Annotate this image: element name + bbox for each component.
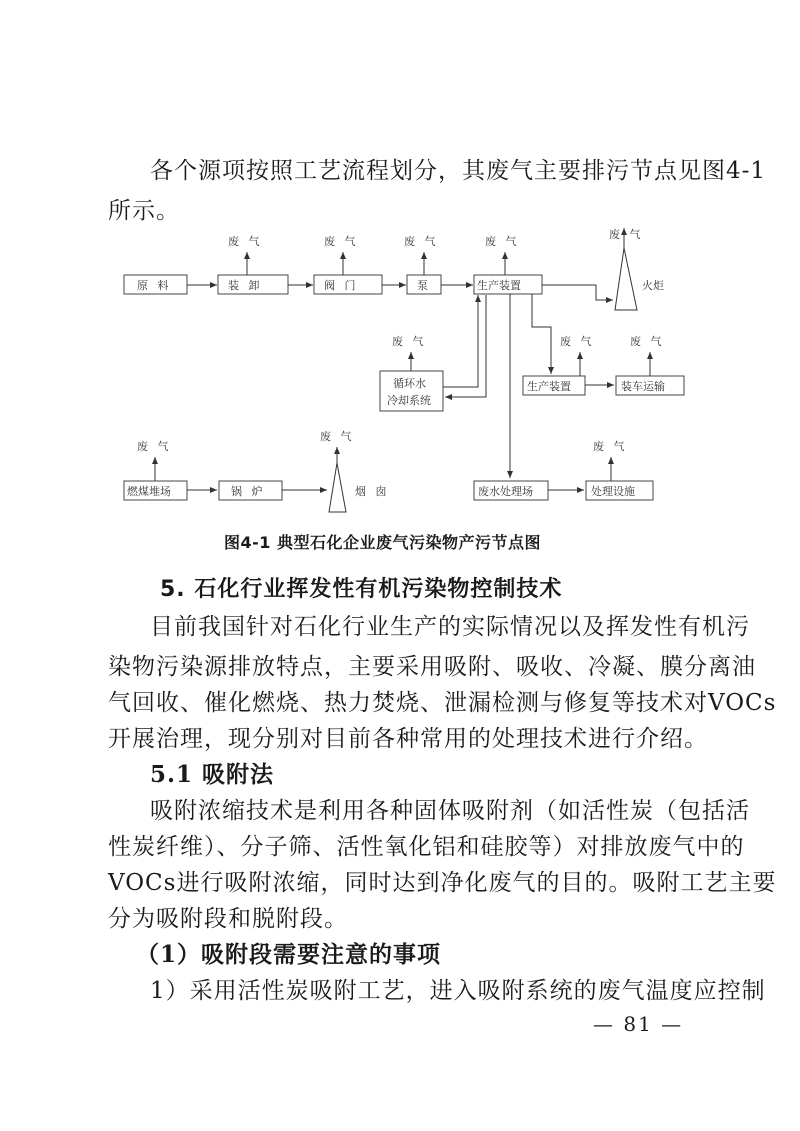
- node-coal-yard-label: 燃煤堆场: [127, 485, 171, 498]
- section-5-para-line-4: 开展治理，现分别对目前各种常用的处理技术进行介绍。: [108, 726, 708, 752]
- node-loading-label: 装车运输: [621, 380, 665, 393]
- exhaust-label-9: 废 气: [137, 440, 172, 453]
- exhaust-label-8: 废 气: [630, 335, 665, 348]
- exhaust-label-4: 废 气: [485, 235, 520, 248]
- exhaust-label-5: 废 气: [609, 228, 644, 241]
- exhaust-label-6: 废 气: [392, 335, 427, 348]
- flare-shape: [615, 248, 637, 310]
- exhaust-label-2: 废 气: [324, 235, 359, 248]
- node-valve-label: 阀 门: [324, 279, 359, 292]
- exhaust-label-7: 废 气: [560, 335, 595, 348]
- chimney-shape: [329, 463, 346, 512]
- section-5-title: 5. 石化行业挥发性有机污染物控制技术: [160, 577, 563, 602]
- node-unloading-label: 装 卸: [228, 279, 263, 292]
- node-pump-label: 泵: [417, 279, 431, 292]
- intro-line-2: 所示。: [108, 198, 180, 224]
- figure-caption: 图4-1 典型石化企业废气污染物产污节点图: [224, 533, 541, 552]
- process-flow-diagram: [0, 0, 800, 560]
- section-5-1-title: 5.1 吸附法: [150, 761, 275, 788]
- node-production-2-label: 生产装置: [527, 380, 571, 393]
- section-5-1-para-line-4: 分为吸附段和脱附段。: [108, 906, 348, 932]
- exhaust-label-11: 废 气: [593, 440, 628, 453]
- exhaust-label-3: 废 气: [404, 235, 439, 248]
- page-number: — 81 —: [593, 1012, 684, 1036]
- node-boiler-label: 锅 炉: [231, 485, 266, 498]
- node-production-label: 生产装置: [477, 279, 521, 292]
- node-wastewater-label: 废水处理场: [478, 485, 533, 498]
- intro-line-1: 各个源项按照工艺流程划分，其废气主要排污节点见图4-1: [150, 158, 767, 184]
- section-5-1-para-line-1: 吸附浓缩技术是利用各种固体吸附剂（如活性炭（包括活: [150, 798, 750, 824]
- node-treatment-label: 处理设施: [591, 485, 635, 498]
- node-raw-material-label: 原 料: [137, 279, 172, 292]
- subsection-item-1: 1）采用活性炭吸附工艺，进入吸附系统的废气温度应控制: [150, 978, 766, 1004]
- node-cooling-label-1: 循环水: [393, 377, 426, 390]
- node-cooling-label-2: 冷却系统: [387, 394, 431, 407]
- section-5-1-para-line-3: VOCs进行吸附浓缩，同时达到净化废气的目的。吸附工艺主要: [108, 870, 777, 896]
- exhaust-label-10: 废 气: [320, 430, 355, 443]
- section-5-para-line-1: 目前我国针对石化行业生产的实际情况以及挥发性有机污: [150, 614, 750, 640]
- subsection-title: （1）吸附段需要注意的事项: [136, 941, 442, 968]
- section-5-para-line-3: 气回收、催化燃烧、热力焚烧、泄漏检测与修复等技术对VOCs: [108, 690, 777, 716]
- node-flare-label: 火炬: [642, 279, 664, 292]
- exhaust-label-1: 废 气: [228, 235, 263, 248]
- section-5-1-para-line-2: 性炭纤维）、分子筛、活性氧化铝和硅胶等）对排放废气中的: [108, 834, 745, 860]
- node-chimney-label: 烟 囱: [355, 485, 390, 498]
- section-5-para-line-2: 染物污染源排放特点，主要采用吸附、吸收、冷凝、膜分离油: [108, 654, 756, 680]
